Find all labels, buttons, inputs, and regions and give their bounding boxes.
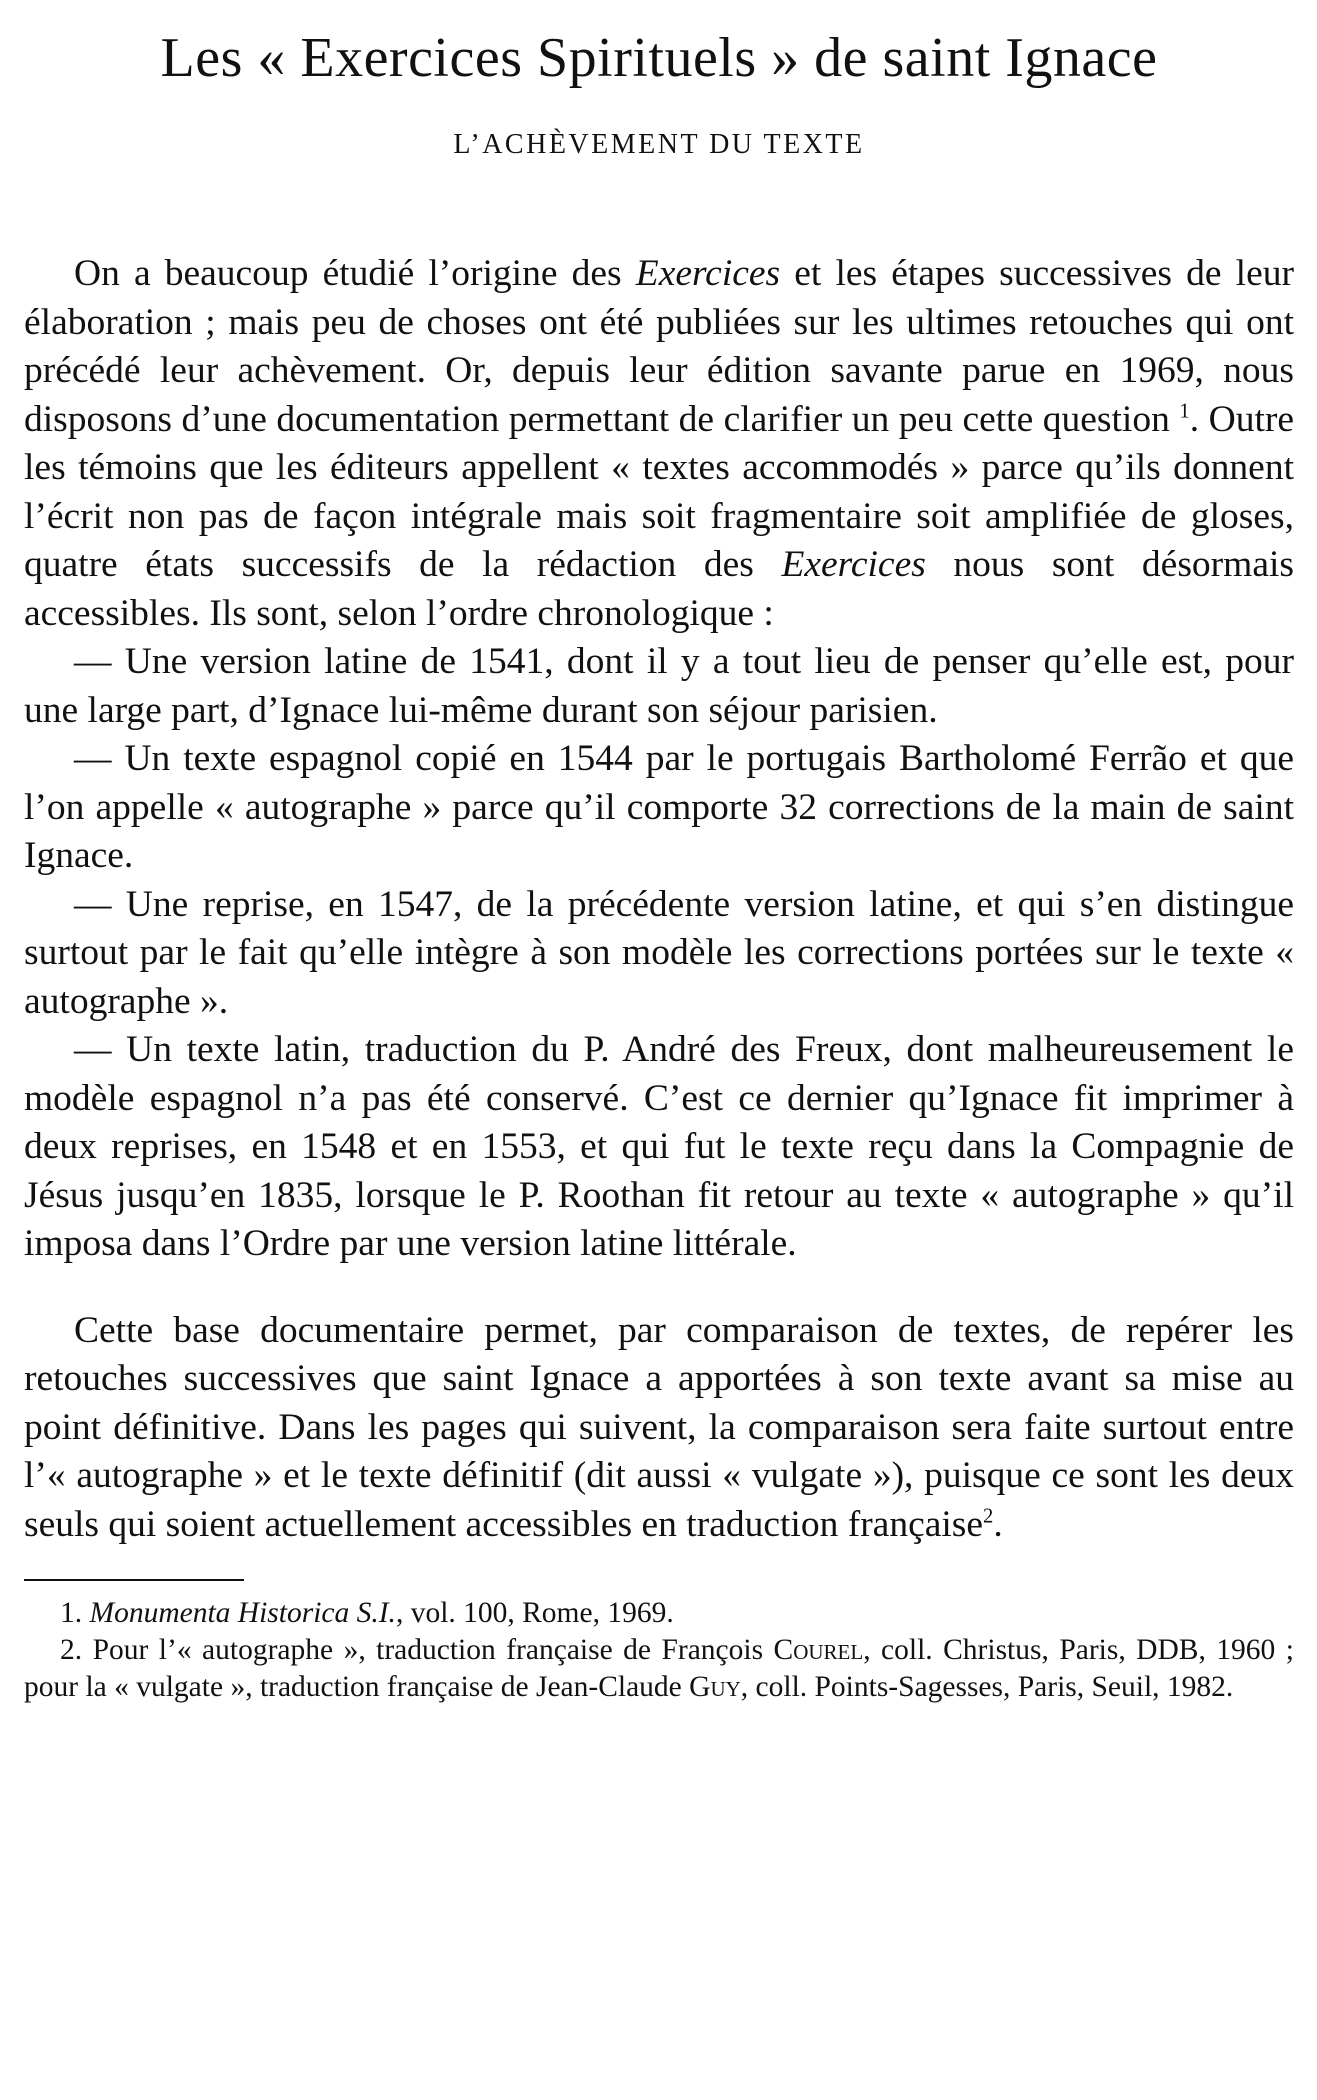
italic-term: Exercices [635,253,781,295]
footnote-ref-1[interactable]: 1 [1179,400,1190,423]
document-page [24,0,1294,1706]
list-item: — Une reprise, en 1547, de la précédente version latine, et qui s’en distingue surtout par le fait qu’elle intègre à son modèle les corrections portées sur le texte « autographe ». [24,883,1294,1022]
list-item: — Une version latine de 1541, dont il y a tout lieu de penser qu’elle est, pour une large part, d’Ignace lui-même durant son séjour parisien. [24,641,1294,731]
article-body [24,250,1294,1549]
footnote-2: 2. Pour l’« autographe », traduction française de François Courel, coll. Christus, Paris, DDB, 1960 ; pour la « vulgate », traduction française de Jean-Claude Guy, coll. Points-Sagesses, Paris, Seuil, 1982. [24,1634,1294,1704]
paragraph-comparison: Cette base documentaire permet, par comparaison de textes, de repérer les retouches successives que saint Ignace a apportées à son texte avant sa mise au point définitive. Dans les pages qui suivent, la comparaison sera faite surtout entre l’« autographe » et le texte définitif (dit aussi « vulgate »), puisque ce sont les deux seuls qui soient actuellement accessibles en traduction française$^2$. [24,1309,1294,1545]
footnote-ref-2[interactable]: 2 [983,1505,994,1528]
footnote-divider [24,1579,244,1581]
footnote-1: 1. Monumenta Historica S.I., vol. 100, Rome, 1969. [60,1597,674,1630]
paragraph-intro: On a beaucoup étudié l’origine des Exercices et les étapes successives de leur élaboration ; mais peu de choses ont été publiées sur les ultimes retouches qui ont précédé leur achèvement. Or, depuis leur édition savante parue en 1969, nous disposons d’une documentation permettant de clarifier un peu cette question $^1$. Outre les témoins que les éditeurs appellent « textes accommodés » parce qu’ils donnent l’écrit non pas de façon intégrale mais soit fragmentaire soit amplifiée de gloses, quatre états successifs de la rédaction des Exercices nous sont désormais accessibles. Ils sont, selon l’ordre chronologique : [24,253,1294,634]
article-subtitle: L’ACHÈVEMENT DU TEXTE [453,128,865,160]
list-item: — Un texte latin, traduction du P. André des Freux, dont malheureusement le modèle espagnol n’a pas été conservé. C’est ce dernier qu’Ignace fit imprimer à deux reprises, en 1548 et en 1553, et qui fut le texte reçu dans la Compagnie de Jésus jusqu’en 1835, lorsque le P. Roothan fit retour au texte « autographe » qu’il imposa dans l’Ordre par une version latine littérale. [24,1029,1294,1265]
italic-term: Exercices [781,544,926,586]
author-name: Courel [773,1634,864,1667]
list-item: — Un texte espagnol copié en 1544 par le portugais Bartholomé Ferrão et que l’on appelle « autographe » parce qu’il comporte 32 corrections de la main de saint Ignace. [24,738,1294,877]
article-title: Les « Exercices Spirituels » de saint Ignace [160,27,1158,89]
footnotes [24,1595,1294,1706]
author-name: Guy [689,1671,741,1704]
